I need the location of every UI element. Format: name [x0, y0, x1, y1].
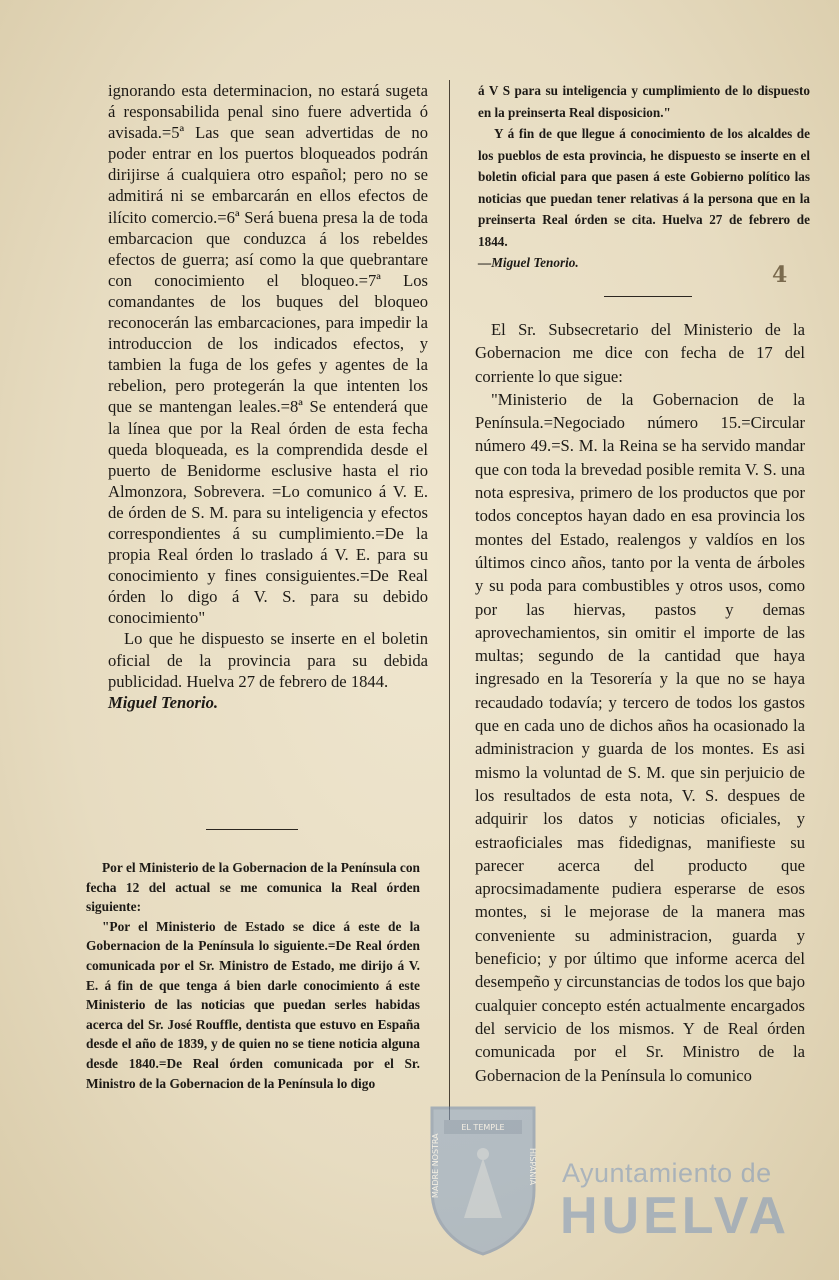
right-third-notice-body: "Ministerio de la Gobernacion de la Península.=Negociado número 15.=Circular número 49.=S. M. la Reina se ha servido mandar que con toda la brevedad posible remita V. S. una nota espresiva, primero de los productos que por todos conceptos hayan dado en esa provincia los montes del Estado, realengos y valdíos en los últimos cinco años, tanto por la venta de árboles y su poda para combustibles y otros usos, como por las hiervas, pastos y demas aprovechamientos, sin omitir el importe de las multas; segundo de la cantidad que haya ingresado en la Tesorería y la que no se haya recaudado todavía; y tercero de todos los gastos que en cada uno de dichos años ha ocasionado la administracion y guarda de los montes. Es asi mismo la voluntad de S. M. que sin perjuicio de los resultados de esta nota, V. S. despues de adquirir los datos y noticias oficiales, y estraoficiales mas fidedignas, manifieste su parecer acerca del producto que aprocsimadamente pudiera esperarse de esos montes, si le mejorase de la manera mas conveniente su administracion, guarda y beneficio; y por último que informe acerca del desempeño y circunstancias de todos los que bajo cualquier concepto estén actualmente encargados del servicio de los mismos. Y de Real órden comunicada por el Sr. Ministro de la Gobernacion de la Península lo comunico [475, 389, 805, 1085]
right-section-divider [604, 296, 692, 297]
left-second-notice [86, 858, 420, 1093]
left-second-notice-body: "Por el Ministerio de Estado se dice á este de la Gobernacion de la Península lo siguiente.=De Real órden comunicada por el Sr. Ministro de Estado, me dirijo á V. E. á fin de que tenga á bien darle conocimiento á este Ministerio de las noticias que puedan serles habidas acerca del Sr. José Rouffle, dentista que estuvo en España desde el año de 1839, y de quien no se tiene noticia alguna desde 1840.=De Real órden comunicada por el Sr. Ministro de la Gobernacion de la Península lo digo [86, 918, 420, 1091]
column-divider [449, 80, 450, 1120]
right-continuation-paragraph: á V S para su inteligencia y cumplimiento de lo dispuesto en la preinserta Real disposicion." [478, 83, 810, 120]
shield-left-text: MADRE NOSTRA [431, 1133, 440, 1198]
watermark [424, 1090, 791, 1270]
right-signature: —Miguel Tenorio. [478, 255, 579, 270]
page-mark: 4 [772, 262, 788, 288]
right-closing-paragraph: Y á fin de que llegue á conocimiento de los alcaldes de los pueblos de esta provincia, he dispuesto se inserte en el boletin oficial para que pasen á este Gobierno político las noticias que puedan tener relativas á la persona que en la preinserta Real órden se cita. Huelva 27 de febrero de 1844. [478, 126, 810, 249]
shield-top-text: EL TEMPLE [461, 1123, 505, 1132]
watermark-line1: Ayuntamiento de [562, 1158, 772, 1188]
shield-right-text: HISPANIA [528, 1148, 537, 1186]
right-column-top [478, 80, 810, 274]
city-shield-icon [424, 1098, 542, 1258]
watermark-line2: HUELVA [560, 1187, 791, 1245]
left-section-divider [206, 829, 298, 830]
left-closing-paragraph: Lo que he dispuesto se inserte en el boletin oficial de la provincia para su debida publicidad. Huelva 27 de febrero de 1844. [108, 629, 428, 691]
right-third-notice-intro: El Sr. Subsecretario del Ministerio de la Gobernacion me dice con fecha de 17 del corriente lo que sigue: [475, 320, 805, 386]
left-signature: Miguel Tenorio. [108, 692, 219, 712]
left-second-notice-intro: Por el Ministerio de la Gobernacion de la Península con fecha 12 del actual se me comunica la Real órden siguiente: [86, 860, 420, 915]
right-third-notice [475, 318, 805, 1087]
left-continuation-paragraph: ignorando esta determinacion, no estará sugeta á responsabilida penal sino fuere advertida ó avisada.=5ª Las que sean advertidas de no poder entrar en los puertos bloqueados podrán dirijirse á cualquiera otro español; pero no se admitirá ni se embarcarán en ellos efectos de ilícito comercio.=6ª Será buena presa la de toda embarcacion que conduzca á los rebeldes efectos de guerra; así como la que quebrantare con conocimiento el bloqueo.=7ª Los comandantes de los buques del bloqueo reconocerán las embarcaciones, para impedir la introduccion de los indicados efectos, y tambien la fuga de los gefes y agentes de la rebelion, pero protegerán la que intenten los que se mantengan leales.=8ª Se entenderá que la línea que por la Real órden de esta fecha queda bloqueada, es la comprendida desde el puerto de Benidorme esclusive hasta el rio Almonzora, Sobrevera. =Lo comunico á V. E. de órden de S. M. para su inteligencia y efectos correspondientes á su cumplimiento.=De la propia Real órden lo traslado á V. E. para su conocimiento y fines consiguientes.=De Real órden lo digo á V. S. para su debido conocimiento" [108, 81, 428, 628]
left-column-text [108, 80, 428, 713]
